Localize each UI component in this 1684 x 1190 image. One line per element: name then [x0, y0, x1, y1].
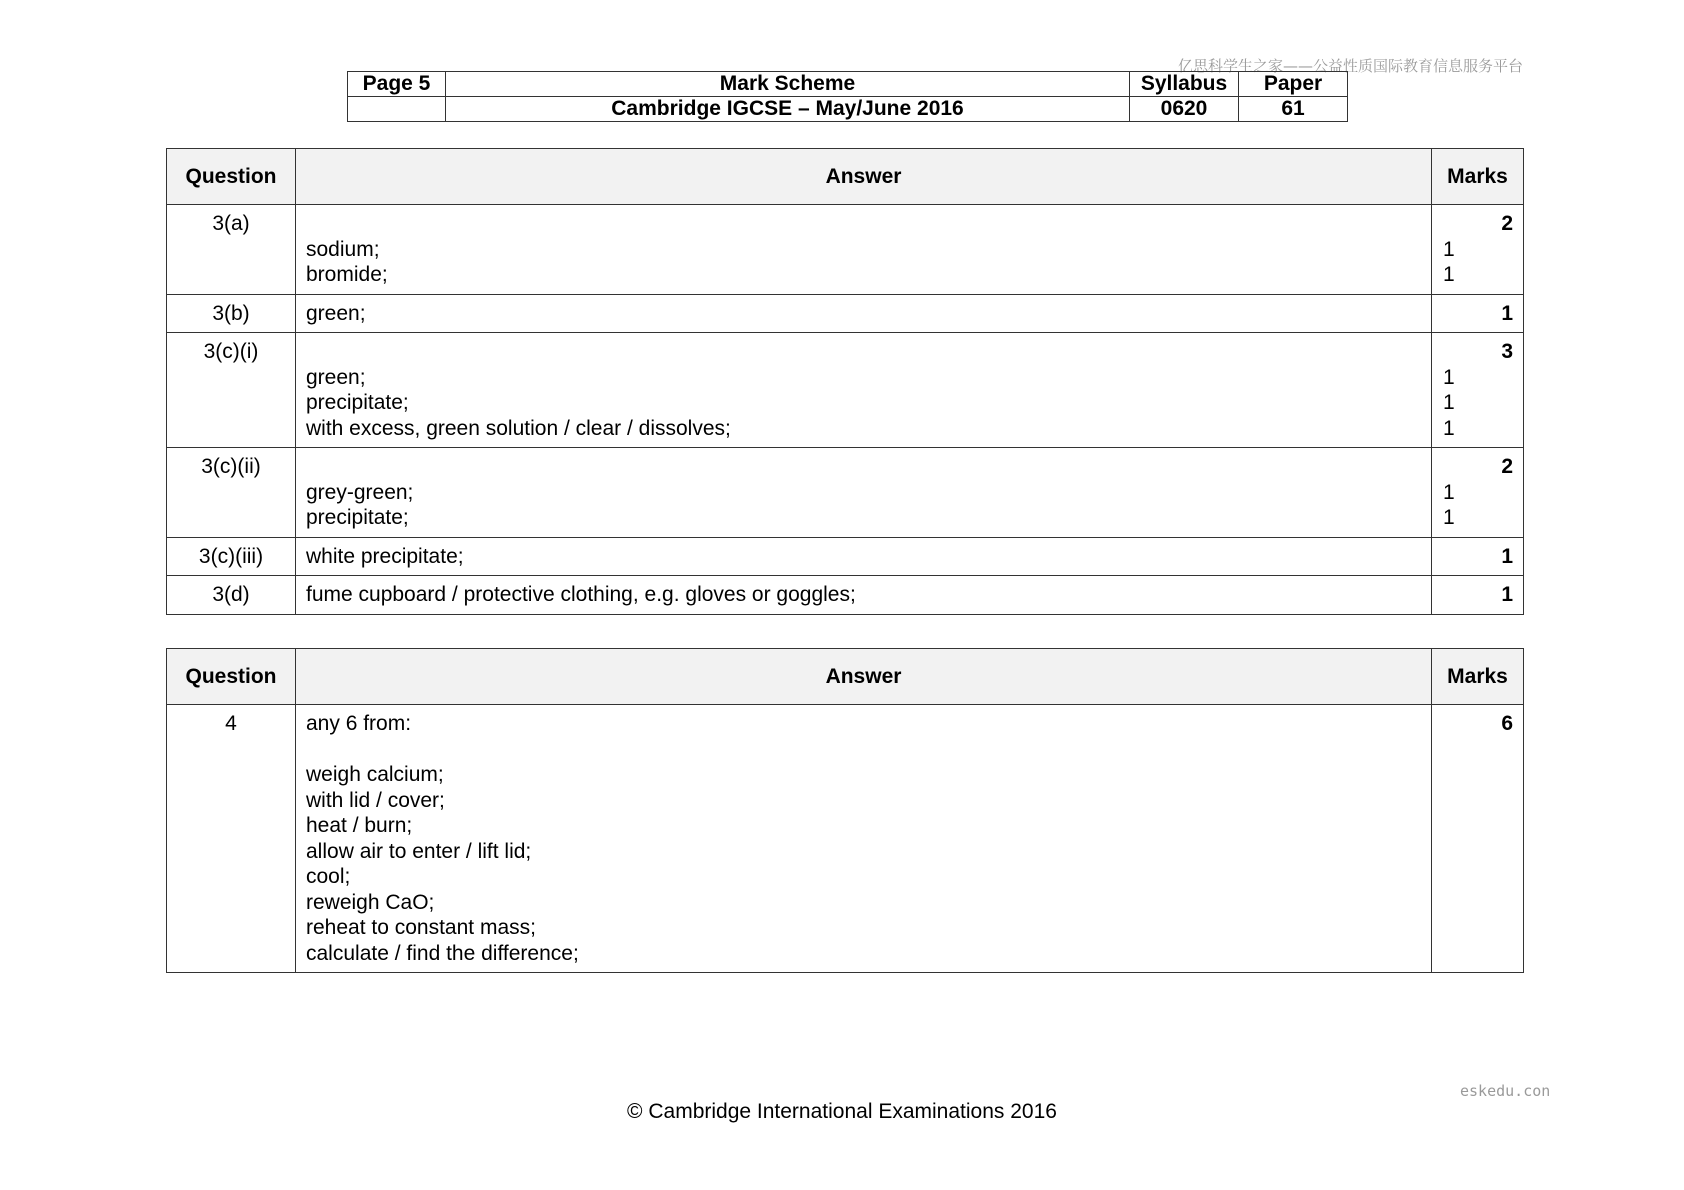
table-row: [167, 448, 1524, 538]
answer-line: heat / burn;: [306, 814, 413, 837]
answer-line: green;: [306, 301, 366, 325]
paper-value: 61: [1239, 97, 1348, 122]
answer-line: fume cupboard / protective clothing, e.g. gloves or goggles;: [306, 583, 856, 606]
question-cell: 3(c)(ii): [167, 448, 296, 538]
column-header-answer: Answer: [296, 149, 1432, 205]
blank-line: [306, 454, 1421, 480]
answer-line: calculate / find the difference;: [306, 941, 579, 965]
answer-cell: [296, 333, 1432, 448]
marks-total: 3: [1501, 340, 1513, 363]
marks-total: 2: [1501, 455, 1513, 478]
answer-cell: [296, 576, 1432, 615]
answer-line: with lid / cover;: [306, 788, 445, 812]
mark-point: 1: [1443, 416, 1455, 440]
mark-point: 1: [1443, 506, 1455, 529]
mark-point: 1: [1443, 391, 1455, 414]
blank-line: [306, 211, 1421, 237]
answer-line: reweigh CaO;: [306, 890, 435, 914]
mark-point: 1: [1443, 263, 1455, 286]
marks-cell: [1432, 537, 1524, 576]
header-title: Mark Scheme: [446, 72, 1130, 97]
question-cell: 4: [167, 705, 296, 973]
syllabus-value: 0620: [1130, 97, 1239, 122]
column-header-marks: Marks: [1432, 149, 1524, 205]
answer-line: allow air to enter / lift lid;: [306, 839, 532, 863]
answer-intro: any 6 from:: [306, 712, 412, 735]
answer-line: precipitate;: [306, 391, 409, 414]
mark-scheme-table-2: [166, 648, 1524, 973]
page-empty-cell: [348, 97, 446, 122]
question-cell: 3(a): [167, 205, 296, 295]
marks-total: 6: [1501, 712, 1513, 735]
question-cell: 3(c)(i): [167, 333, 296, 448]
marks-cell: [1432, 294, 1524, 333]
page-label: Page 5: [348, 72, 446, 97]
watermark-top: 亿思科学生之家——公益性质国际教育信息服务平台: [1178, 57, 1524, 75]
column-header-question: Question: [167, 649, 296, 705]
marks-cell: [1432, 576, 1524, 615]
marks-cell: [1432, 205, 1524, 295]
answer-line: bromide;: [306, 263, 388, 286]
header-subtitle: Cambridge IGCSE – May/June 2016: [446, 97, 1130, 122]
question-cell: 3(b): [167, 294, 296, 333]
marks-total: 2: [1501, 212, 1513, 235]
answer-line: sodium;: [306, 237, 380, 261]
marks-total: 1: [1501, 583, 1513, 606]
marks-total: 1: [1501, 544, 1513, 568]
blank-line: [306, 339, 1421, 365]
table-row: [167, 205, 1524, 295]
marks-cell: [1432, 448, 1524, 538]
marks-cell: [1432, 333, 1524, 448]
table-row: [167, 705, 1524, 973]
marks-total: 1: [1501, 301, 1513, 325]
table-row: [167, 294, 1524, 333]
column-header-question: Question: [167, 149, 296, 205]
watermark-bottom: eskedu.con: [1460, 1082, 1551, 1100]
paper-label: Paper: [1239, 72, 1348, 97]
page-header-table: [347, 71, 1348, 122]
mark-scheme-table-1: [166, 148, 1524, 615]
mark-point: 1: [1443, 237, 1455, 261]
mark-point: 1: [1443, 365, 1455, 389]
answer-cell: [296, 537, 1432, 576]
answer-cell: [296, 294, 1432, 333]
answer-cell: [296, 705, 1432, 973]
question-cell: 3(d): [167, 576, 296, 615]
answer-cell: [296, 205, 1432, 295]
question-cell: 3(c)(iii): [167, 537, 296, 576]
answer-line: green;: [306, 365, 366, 389]
table-row: [167, 537, 1524, 576]
table-row: [167, 333, 1524, 448]
table-row: [167, 576, 1524, 615]
answer-cell: [296, 448, 1432, 538]
answer-line: reheat to constant mass;: [306, 916, 536, 939]
answer-line: grey-green;: [306, 480, 414, 504]
answer-line: weigh calcium;: [306, 763, 444, 786]
answer-line: with excess, green solution / clear / dissolves;: [306, 416, 731, 440]
column-header-marks: Marks: [1432, 649, 1524, 705]
answer-line: white precipitate;: [306, 544, 464, 568]
answer-line: precipitate;: [306, 506, 409, 529]
syllabus-label: Syllabus: [1130, 72, 1239, 97]
answer-line: cool;: [306, 865, 351, 888]
column-header-answer: Answer: [296, 649, 1432, 705]
blank-line: [306, 737, 1421, 763]
marks-cell: [1432, 705, 1524, 973]
mark-point: 1: [1443, 480, 1455, 504]
copyright-footer: © Cambridge International Examinations 2016: [627, 1100, 1057, 1123]
